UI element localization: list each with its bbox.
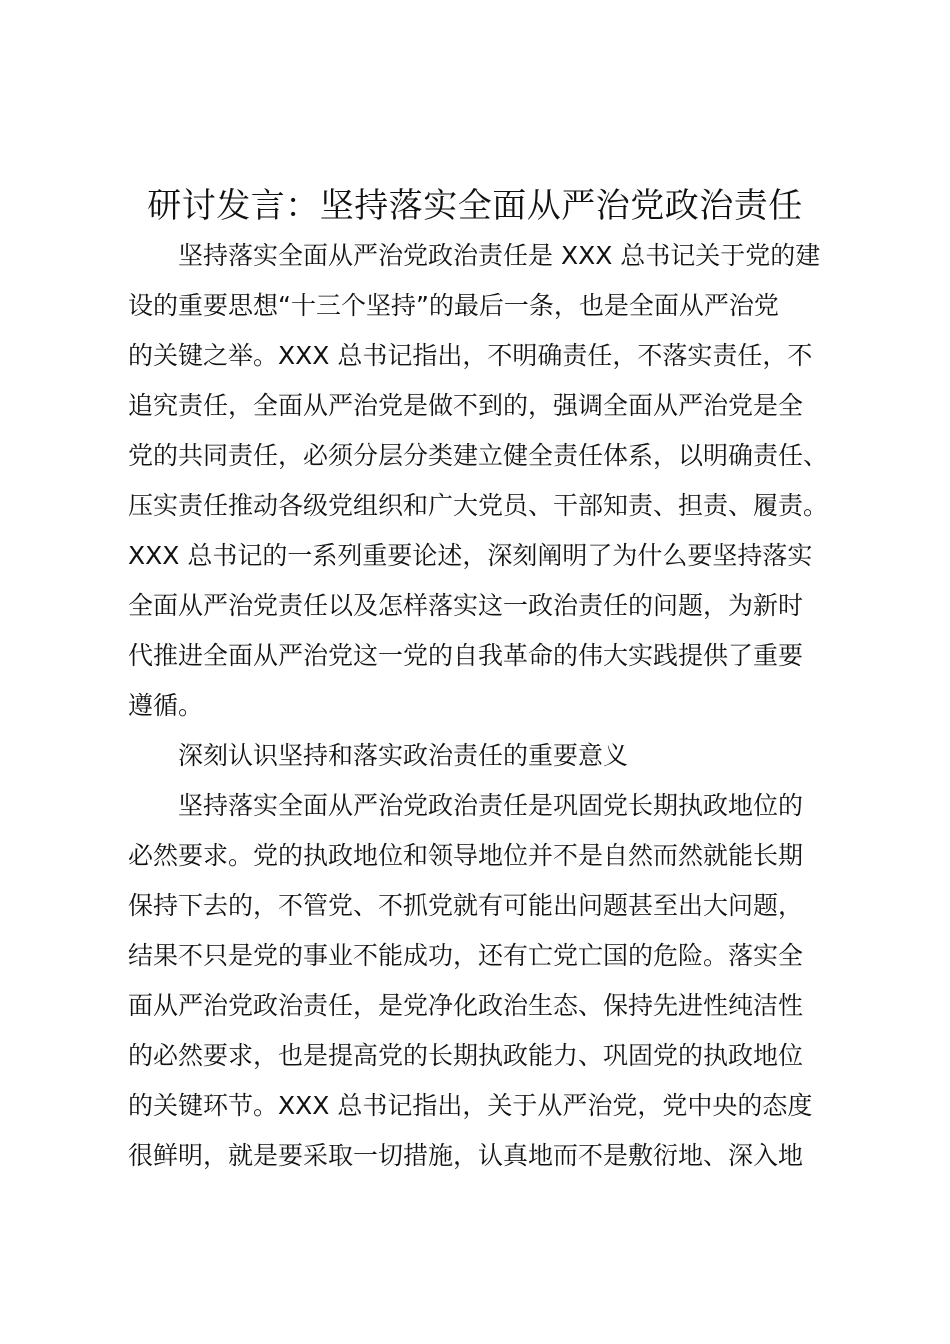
paragraph-line: 代推进全面从严治党这一党的自我革命的伟大实践提供了重要 (128, 641, 804, 670)
paragraph-line: 压实责任推动各级党组织和广大党员、干部知责、担责、履责。 (128, 491, 829, 520)
paragraph-line: 坚持落实全面从严治党政治责任是 XXX 总书记关于党的建 (178, 241, 821, 270)
paragraph-line: 的关键之举。XXX 总书记指出，不明确责任，不落实责任，不 (128, 341, 813, 370)
paragraph-line: 很鲜明，就是要采取一切措施，认真地而不是敷衍地、深入地 (128, 1141, 804, 1170)
paragraph-line: 的关键环节。XXX 总书记指出，关于从严治党，党中央的态度 (128, 1091, 813, 1120)
paragraph-line: 全面从严治党责任以及怎样落实这一政治责任的问题，为新时 (128, 591, 804, 620)
paragraph-line: 坚持落实全面从严治党政治责任是巩固党长期执政地位的 (178, 791, 804, 820)
document-title: 研讨发言：坚持落实全面从严治党政治责任 (147, 186, 803, 226)
paragraph-line: 的必然要求，也是提高党的长期执政能力、巩固党的执政地位 (128, 1041, 804, 1070)
paragraph-line: 设的重要思想“十三个坚持”的最后一条，也是全面从严治党 (128, 291, 779, 320)
section-heading: 深刻认识坚持和落实政治责任的重要意义 (178, 741, 629, 770)
paragraph-line: 保持下去的，不管党、不抓党就有可能出问题甚至出大问题， (128, 891, 804, 920)
paragraph-line: 结果不只是党的事业不能成功，还有亡党亡国的危险。落实全 (128, 941, 804, 970)
paragraph-line: 党的共同责任，必须分层分类建立健全责任体系，以明确责任、 (128, 441, 829, 470)
paragraph-line: XXX 总书记的一系列重要论述，深刻阐明了为什么要坚持落实 (128, 541, 813, 570)
paragraph-line: 遵循。 (128, 691, 204, 720)
paragraph-line: 追究责任，全面从严治党是做不到的，强调全面从严治党是全 (128, 391, 804, 420)
paragraph-line: 必然要求。党的执政地位和领导地位并不是自然而然就能长期 (128, 841, 804, 870)
paragraph-line: 面从严治党政治责任，是党净化政治生态、保持先进性纯洁性 (128, 991, 804, 1020)
